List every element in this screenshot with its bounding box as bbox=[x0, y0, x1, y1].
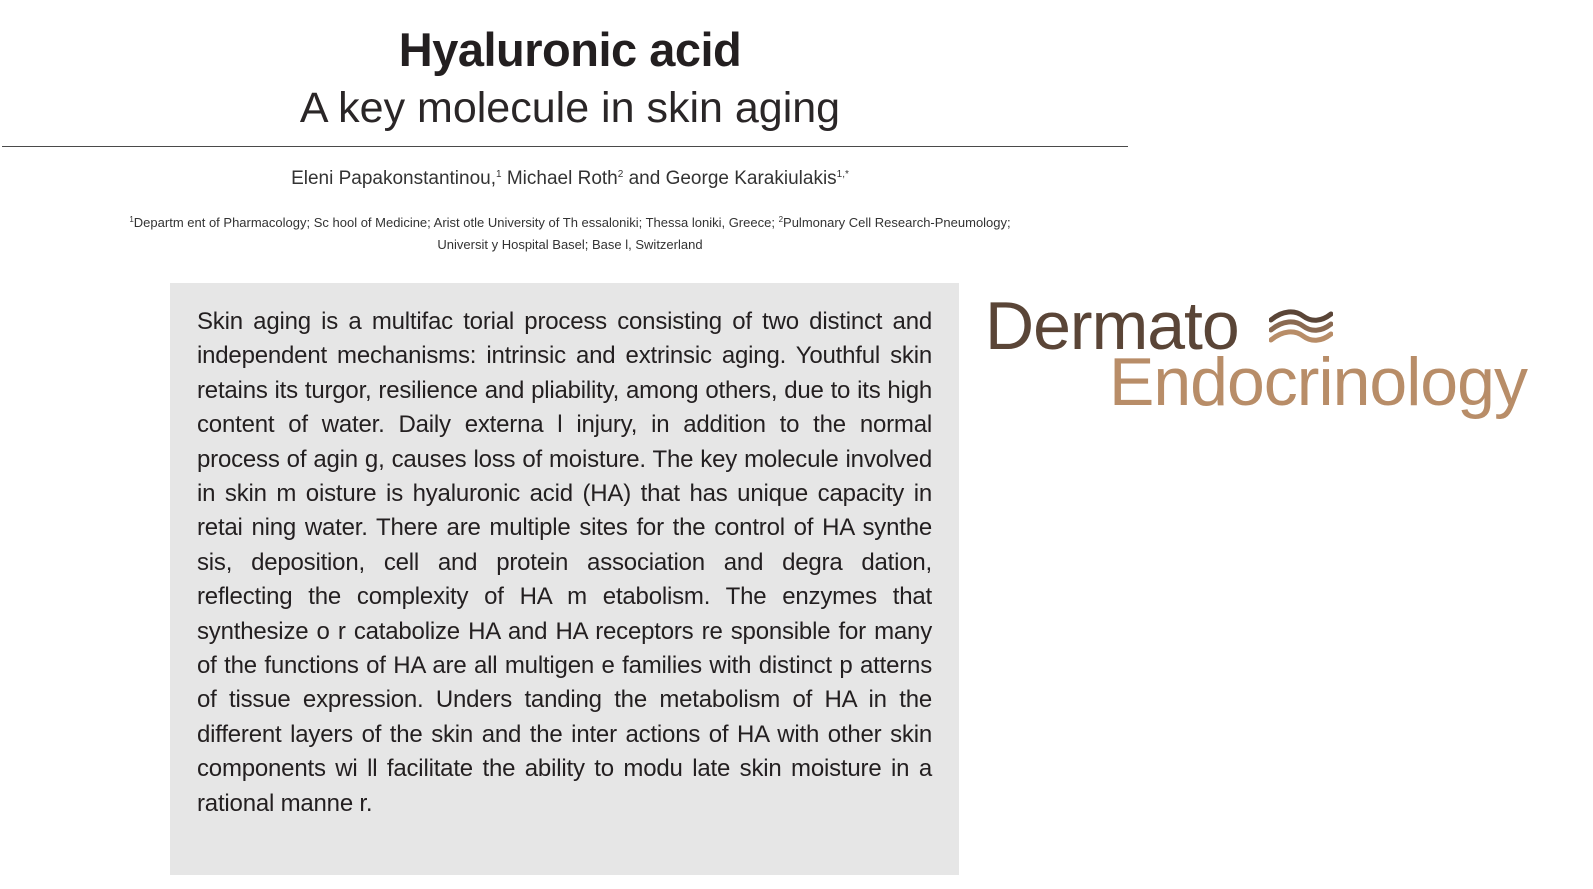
author-affiliation-mark: 1,* bbox=[836, 169, 849, 180]
affiliation-text: Departm ent of Pharmacology; Sc hool of Medicine; Arist otle University of Th essaloniki; Thessa loniki, Greece; bbox=[133, 215, 775, 230]
affiliations bbox=[60, 212, 1080, 256]
journal-logo bbox=[985, 286, 1585, 446]
author-affiliation-mark: 2 bbox=[617, 169, 624, 180]
author-list bbox=[0, 166, 1140, 192]
abstract-box bbox=[170, 283, 959, 875]
author-name: George Karakiulakis bbox=[665, 168, 837, 189]
author-affiliation-mark: 1 bbox=[496, 169, 502, 180]
affiliation-text: Universit y Hospital Basel; Base l, Switzerland bbox=[437, 237, 703, 252]
logo-text-dermato: Dermato bbox=[985, 288, 1239, 364]
author-name: Michael Roth bbox=[506, 168, 618, 189]
paper-title: Hyaluronic acid bbox=[398, 23, 742, 76]
abstract-text: Skin aging is a multifac torial process consisting of two distinct and independent mechanisms: intrinsic and extrinsic aging. Youthful skin retains its turgor, resilience and pliability, among others, due to its high content of water. Daily externa l injury, in addition to the normal process of agin g, causes loss of moisture. The key molecule involved in skin m oisture is hyaluronic acid (HA) that has unique capacity in retai ning water. There are multiple sites for the control of HA synthe sis, deposition, cell and protein association and degra dation, reflecting the complexity of HA m etabolism. The enzymes that synthesize o r catabolize HA and HA receptors re sponsible for many of the functions of HA are all multigen e families with distinct p atterns of tissue expression. Unders tanding the metabolism of HA in the different layers of the skin and the inter actions of HA with other skin components wi ll facilitate the ability to modu late skin moisture in a rational manne r. bbox=[197, 308, 932, 817]
title-divider bbox=[2, 146, 1128, 147]
author-connector: and bbox=[628, 168, 661, 189]
paper-subtitle: A key molecule in skin aging bbox=[299, 84, 841, 132]
affiliation-mark: 2 bbox=[778, 215, 784, 224]
affiliation-mark: 1 bbox=[129, 215, 134, 224]
affiliation-text: Pulmonary Cell Research-Pneumology; bbox=[783, 215, 1011, 230]
author-name: Eleni Papakonstantinou, bbox=[291, 168, 497, 189]
logo-text-endocrinology: Endocrinology bbox=[1109, 344, 1527, 420]
